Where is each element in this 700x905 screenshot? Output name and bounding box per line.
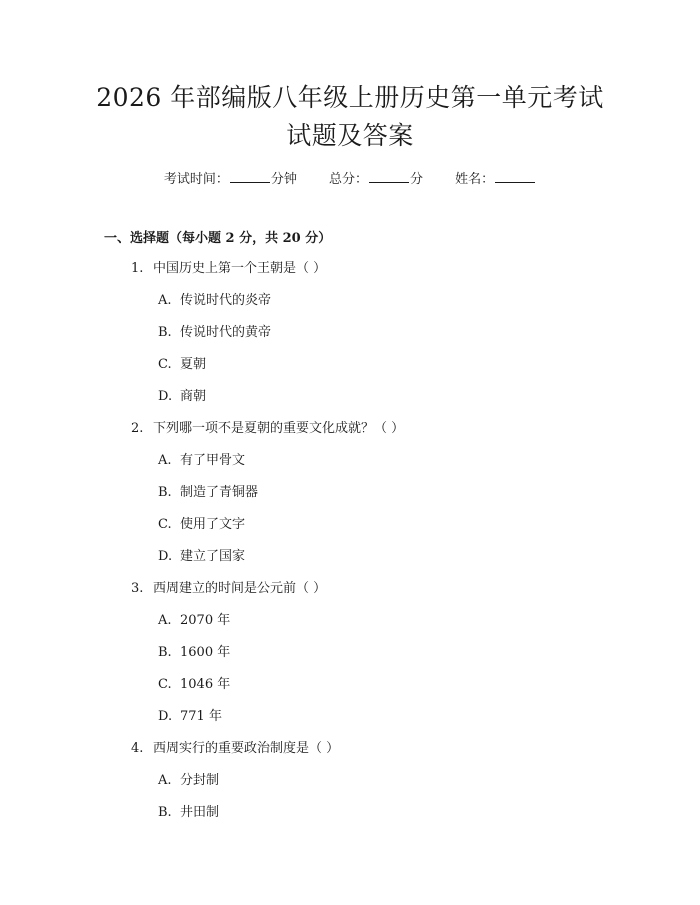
option-letter: B. (158, 325, 172, 340)
option-text: 使用了文字 (180, 517, 246, 532)
option-letter: C. (158, 677, 172, 692)
option (158, 804, 219, 822)
total-score-label: 总分： (328, 172, 368, 187)
exam-time-blank (230, 170, 270, 183)
question-number: 1. (131, 261, 144, 276)
option-letter: D. (158, 709, 173, 724)
option (158, 388, 206, 406)
option-letter: A. (158, 293, 172, 308)
option-letter: B. (158, 645, 172, 660)
option (158, 292, 271, 310)
question-text: 西周实行的重要政治制度是（ ） (153, 741, 340, 756)
option (158, 708, 222, 726)
section-heading: 一、选择题（每小题 2 分，共 20 分） (104, 231, 332, 246)
total-score-blank (369, 170, 409, 183)
option-text: 建立了国家 (180, 549, 246, 564)
option (158, 548, 245, 566)
option-letter: B. (158, 805, 172, 820)
question-text: 西周建立的时间是公元前（ ） (153, 581, 327, 596)
option-text: 传说时代的黄帝 (180, 325, 272, 340)
option-letter: B. (158, 485, 172, 500)
exam-time-unit: 分钟 (270, 172, 297, 187)
name-blank (495, 170, 535, 183)
option-text: 1046 年 (180, 677, 231, 692)
question-text: 中国历史上第一个王朝是（ ） (153, 261, 327, 276)
option (158, 612, 230, 630)
option-text: 夏朝 (180, 357, 207, 372)
exam-time-field (164, 170, 297, 189)
option-letter: C. (158, 357, 172, 372)
option-text: 有了甲骨文 (180, 453, 246, 468)
option-letter: A. (158, 453, 172, 468)
option-text: 分封制 (180, 773, 220, 788)
option-letter: D. (158, 389, 173, 404)
option (158, 356, 206, 374)
exam-title-line-1: 2026 年部编版八年级上册历史第一单元考试 (96, 83, 604, 112)
option (158, 644, 230, 662)
question-text: 下列哪一项不是夏朝的重要文化成就？（ ） (153, 421, 405, 436)
option-text: 传说时代的炎帝 (180, 293, 272, 308)
option-text: 1600 年 (180, 645, 231, 660)
total-score-unit: 分 (410, 172, 424, 187)
option-text: 制造了青铜器 (180, 485, 259, 500)
option (158, 324, 271, 342)
option-letter: D. (158, 549, 173, 564)
option (158, 484, 258, 502)
name-field (455, 170, 536, 189)
option (158, 516, 245, 534)
option (158, 452, 245, 470)
option-text: 771 年 (180, 709, 222, 724)
question-number: 3. (131, 581, 144, 596)
name-label: 姓名： (455, 172, 495, 187)
option (158, 676, 230, 694)
question-number: 4. (131, 741, 144, 756)
total-score-field (329, 170, 423, 189)
question (131, 740, 339, 758)
question (131, 420, 404, 438)
option-text: 2070 年 (180, 613, 231, 628)
option-text: 商朝 (180, 389, 207, 404)
option-letter: C. (158, 517, 172, 532)
option-text: 井田制 (180, 805, 220, 820)
option-letter: A. (158, 773, 172, 788)
exam-time-label: 考试时间： (163, 172, 229, 187)
exam-info-row (0, 170, 700, 189)
question (131, 260, 326, 278)
exam-title-line-2: 试题及答案 (286, 121, 414, 150)
question-number: 2. (131, 421, 144, 436)
option (158, 772, 219, 790)
option-letter: A. (158, 613, 172, 628)
question (131, 580, 326, 598)
